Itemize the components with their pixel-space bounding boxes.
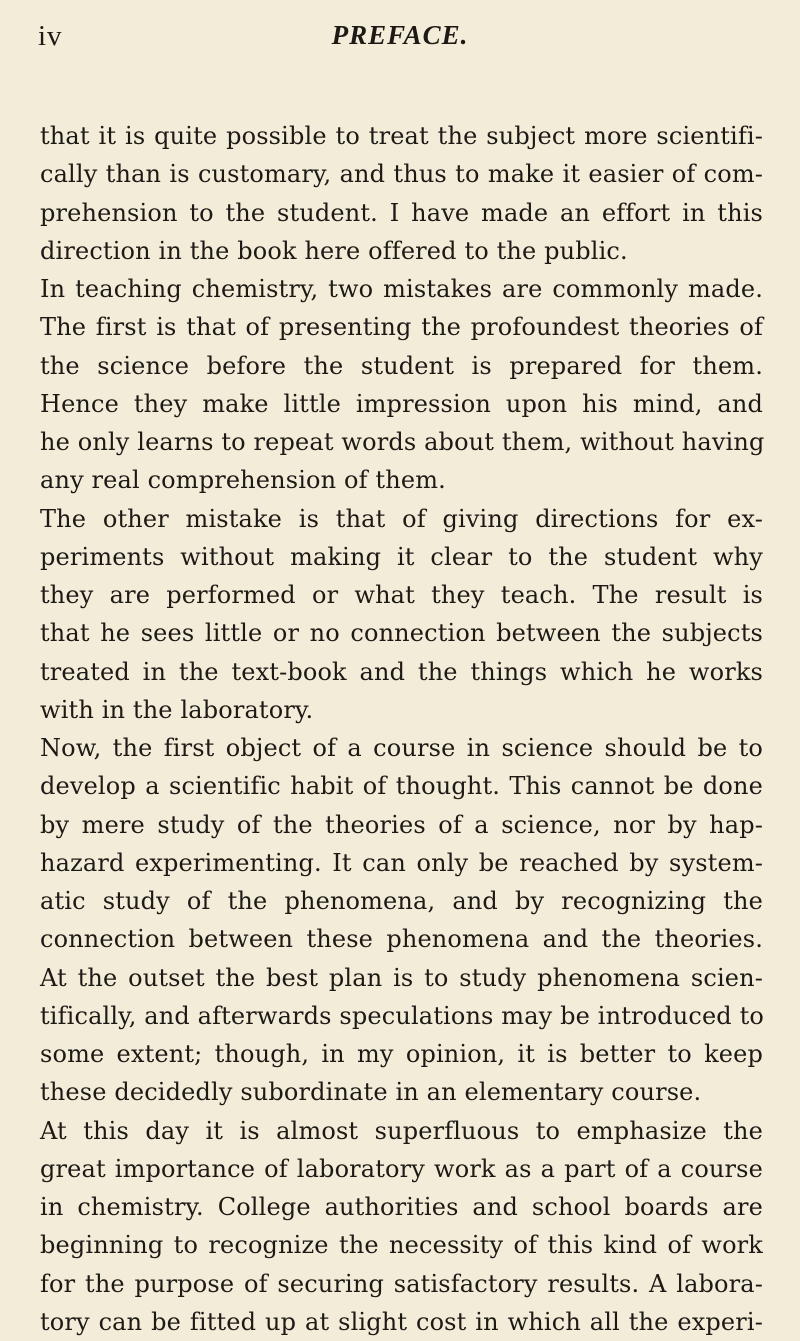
text-line: beginning to recognize the necessity of this kind of work — [40, 1231, 763, 1260]
text-line: At the outset the best plan is to study phenomena scien- — [40, 963, 763, 992]
text-line: periments without making it clear to the student why — [40, 542, 763, 571]
text-line: In teaching chemistry, two mistakes are commonly made. — [40, 275, 763, 303]
text-line: cally than is customary, and thus to make it easier of com- — [40, 160, 763, 189]
text-line: he only learns to repeat words about them, without having — [40, 428, 765, 456]
running-title: PREFACE. — [331, 20, 469, 50]
page-header — [38, 20, 762, 60]
text-line: the science before the student is prepared for them. — [40, 351, 763, 380]
text-line: hazard experimenting. It can only be reached by system- — [40, 848, 763, 877]
text-line: The other mistake is that of giving directions for ex- — [40, 504, 763, 533]
text-line: Now, the first object of a course in science should be to — [40, 734, 763, 762]
text-line: these decidedly subordinate in an elementary course. — [40, 1078, 702, 1107]
text-line: they are performed or what they teach. The result is — [40, 581, 763, 609]
text-line: that he sees little or no connection between the subjects — [40, 619, 763, 648]
text-line: tifically, and afterwards speculations may be introduced to — [40, 1001, 764, 1030]
text-line: tory can be fitted up at slight cost in which all the experi- — [40, 1307, 763, 1336]
text-line: some extent; though, in my opinion, it is better to keep — [40, 1040, 763, 1068]
text-line: atic study of the phenomena, and by recognizing the — [40, 887, 763, 915]
text-line: any real comprehension of them. — [40, 466, 446, 495]
text-line: Hence they make little impression upon his mind, and — [40, 389, 763, 418]
text-line: in chemistry. College authorities and school boards are — [40, 1193, 763, 1221]
text-line: prehension to the student. I have made an effort in this — [40, 198, 763, 227]
text-line: by mere study of the theories of a science, nor by hap- — [40, 810, 763, 839]
text-line: with in the laboratory. — [40, 695, 314, 724]
page-number: iv — [38, 20, 63, 52]
text-line: connection between these phenomena and the theories. — [40, 925, 763, 954]
text-line: for the purpose of securing satisfactory results. A labora- — [40, 1269, 763, 1298]
text-line: great importance of laboratory work as a part of a course — [40, 1154, 763, 1183]
preface-text — [40, 117, 763, 1341]
text-line: At this day it is almost superfluous to emphasize the — [40, 1116, 763, 1145]
text-line: direction in the book here offered to the public. — [40, 236, 628, 265]
text-line: that it is quite possible to treat the subject more scientifi- — [40, 122, 763, 150]
text-line: develop a scientific habit of thought. This cannot be done — [40, 772, 763, 801]
text-line: The first is that of presenting the profoundest theories of — [40, 313, 763, 342]
text-line: treated in the text-book and the things which he works — [40, 657, 763, 686]
